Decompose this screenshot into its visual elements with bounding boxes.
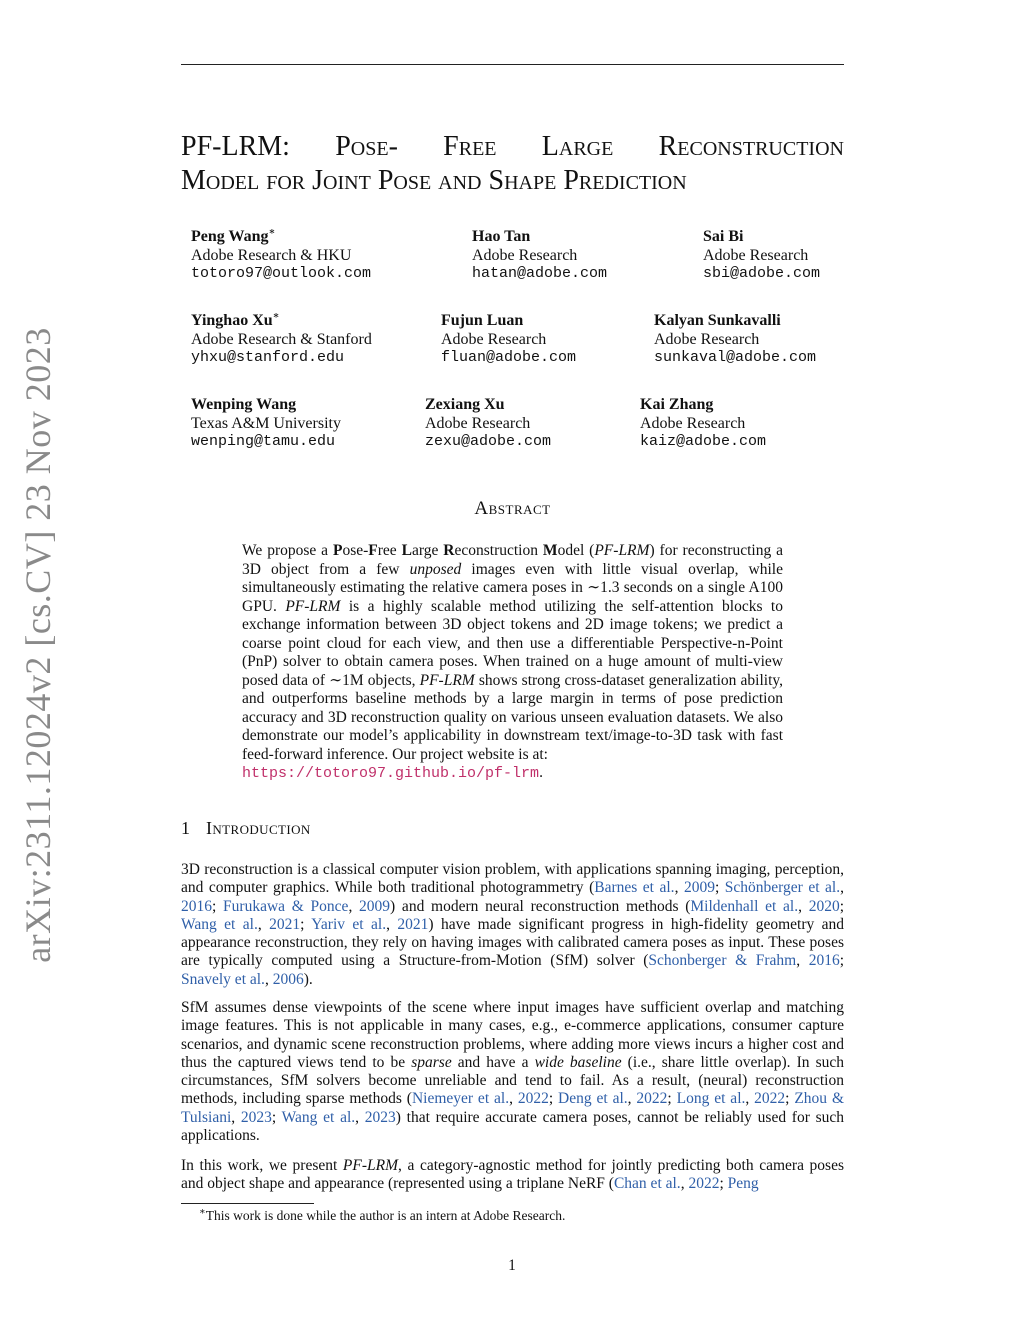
author-affiliation: Adobe Research xyxy=(472,246,578,264)
citation-link[interactable]: 2016 xyxy=(808,952,840,970)
title-word: Prediction xyxy=(563,165,687,196)
project-link[interactable]: https://totoro97.github.io/pf-lrm xyxy=(242,765,540,782)
author-block xyxy=(425,396,551,452)
citation-link[interactable]: 2021 xyxy=(397,915,429,933)
header-rule xyxy=(181,64,844,65)
author-affiliation: Adobe Research xyxy=(425,414,531,432)
author-name: Zexiang Xu xyxy=(425,396,505,413)
citation-link[interactable]: 2021 xyxy=(269,915,301,933)
author-email[interactable]: zexu@adobe.com xyxy=(425,433,552,450)
author-name: Yinghao Xu∗ xyxy=(191,310,280,329)
citation-link[interactable]: 2022 xyxy=(636,1090,668,1108)
author-name: Fujun Luan xyxy=(441,312,524,329)
citation-link[interactable]: 2016 xyxy=(181,897,212,915)
author-affiliation: Texas A&M University xyxy=(191,414,341,432)
citation-link[interactable]: Schönberger et al. xyxy=(724,879,841,897)
title-line-1 xyxy=(181,130,844,164)
citation-link[interactable]: 2009 xyxy=(683,879,715,897)
citation-link[interactable]: Wang et al. xyxy=(281,1108,356,1126)
author-affiliation: Adobe Research xyxy=(654,330,760,348)
section-heading xyxy=(181,818,311,839)
author-block xyxy=(654,312,816,368)
title-word: Free xyxy=(443,131,497,162)
citation-link[interactable]: Yariv et al. xyxy=(311,915,387,933)
citation-link[interactable]: Niemeyer et al. xyxy=(411,1090,510,1108)
section-number: 1 xyxy=(181,818,190,838)
citation-link[interactable]: 2009 xyxy=(359,897,391,915)
citation-link[interactable]: 2022 xyxy=(688,1175,720,1193)
intro-paragraph-1: 3D reconstruction is a classical computer vision problem, with applications spanning imaging, perception, and computer graphics. While both traditional photogrammetry (Barnes et al., 2009; Schönberger et al., 2016; Furukawa & Ponce, 2009) and modern neural reconstruction methods (Mildenhall et al., 2020; Wang et al., 2021; Yariv et al., 2021) have made significant progress in high-fidelity geometry and appearance reconstruction, they rely on having images with calibrated camera poses as input. These poses are typically computed using a Structure-from-Motion (SfM) solver (Schonberger & Frahm, 2016; Snavely et al., 2006). xyxy=(181,861,845,988)
citation-link[interactable]: Mildenhall et al. xyxy=(690,897,799,915)
author-block xyxy=(640,396,766,452)
citation-link[interactable]: Furukawa & Ponce xyxy=(223,897,349,915)
page-number: 1 xyxy=(508,1257,516,1274)
author-email[interactable]: kaiz@adobe.com xyxy=(640,433,767,450)
author-block xyxy=(703,228,820,284)
author-affiliation: Adobe Research xyxy=(441,330,547,348)
title-word: Shape xyxy=(488,165,564,196)
section-title: Introduction xyxy=(206,818,311,838)
citation-link[interactable]: Chan et al. xyxy=(613,1175,681,1193)
citation-link[interactable]: Schonberger & Frahm xyxy=(648,952,797,970)
citation-link[interactable]: 2022 xyxy=(517,1090,549,1108)
citation-link[interactable]: Barnes et al. xyxy=(594,879,675,897)
title-line-2 xyxy=(181,164,844,198)
title-word: Joint xyxy=(312,165,378,196)
author-affiliation: Adobe Research xyxy=(703,246,809,264)
author-name: Sai Bi xyxy=(703,228,744,245)
author-name: Kalyan Sunkavalli xyxy=(654,312,781,329)
citation-link[interactable]: Wang et al. xyxy=(181,915,258,933)
author-email[interactable]: yhxu@stanford.edu xyxy=(191,349,345,366)
arxiv-stamp xyxy=(8,327,68,963)
title-word: Reconstruction xyxy=(658,131,844,162)
author-email[interactable]: wenping@tamu.edu xyxy=(191,433,336,450)
title-word: PF-LRM: xyxy=(181,131,290,162)
citation-link[interactable]: 2022 xyxy=(754,1090,786,1108)
paper-title xyxy=(181,130,844,198)
footnote-rule xyxy=(181,1203,314,1204)
author-block xyxy=(191,312,372,368)
author-name: Wenping Wang xyxy=(191,396,297,413)
title-word: Pose- xyxy=(335,131,398,162)
citation-link[interactable]: Snavely et al. xyxy=(181,970,265,988)
author-block xyxy=(191,396,341,452)
author-affiliation: Adobe Research & HKU xyxy=(191,246,352,264)
author-email[interactable]: totoro97@outlook.com xyxy=(191,265,372,282)
abstract-heading: Abstract xyxy=(474,498,551,519)
footnote: ∗This work is done while the author is an intern at Adobe Research. xyxy=(199,1206,566,1223)
author-block xyxy=(472,228,607,284)
citation-link[interactable]: Zhou & Tulsiani xyxy=(181,1090,845,1126)
abstract-body: We propose a Pose-Free Large Reconstruction Model (PF-LRM) for reconstructing a 3D object from a few unposed images even with little visual overlap, while simultaneously estimating the relative camera poses in ∼1.3 seconds on a single A100 GPU. PF-LRM is a highly scalable method utilizing the self-attention blocks to exchange information between 3D object tokens and 2D image tokens; we predict a coarse point cloud for each view, and then use a differentiable Perspective-n-Point (PnP) solver to obtain camera poses. When trained on a huge amount of multi-view posed data of ∼1M objects, PF-LRM shows strong cross-dataset generalization ability, and outperforms baseline methods by a large margin in terms of pose prediction accuracy and 3D reconstruction quality on various unseen evaluation datasets. We also demonstrate our model’s applicability in downstream text/image-to-3D task with fast feed-forward inference. Our project website is at: https://totoro97.github.io/pf-lrm. xyxy=(242,542,783,782)
citation-link[interactable]: Peng xyxy=(727,1175,759,1193)
intro-paragraph-3: In this work, we present PF-LRM, a category-agnostic method for jointly predicting both camera poses and object shape and appearance (represented using a triplane NeRF (Chan et al., 2022; Peng xyxy=(181,1157,845,1193)
author-email[interactable]: fluan@adobe.com xyxy=(441,349,577,366)
citation-link[interactable]: 2020 xyxy=(808,897,840,915)
author-block xyxy=(191,228,371,284)
citation-link[interactable]: Deng et al. xyxy=(558,1090,628,1108)
title-word: Pose and xyxy=(377,165,489,196)
author-name: Hao Tan xyxy=(472,228,531,245)
citation-link[interactable]: 2006 xyxy=(272,970,304,988)
author-email[interactable]: hatan@adobe.com xyxy=(472,265,608,282)
author-affiliation: Adobe Research xyxy=(640,414,746,432)
intro-paragraph-2: SfM assumes dense viewpoints of the scene where input images have sufficient overlap and matching image features. This is not applicable in many cases, e.g., e-commerce applications, consumer capture scenarios, and dynamic scene reconstruction problems, where adding more views incurs a higher cost and thus the captured views tend to be sparse and have a wide baseline (i.e., share little overlap). In such circumstances, SfM solvers become unreliable and tend to fail. As a result, (neural) reconstruction methods, including sparse methods (Niemeyer et al., 2022; Deng et al., 2022; Long et al., 2022; Zhou & Tulsiani, 2023; Wang et al., 2023) that require accurate camera poses, cannot be reliably used for such applications. xyxy=(181,999,845,1145)
title-word: Model for xyxy=(181,165,313,196)
author-name: Kai Zhang xyxy=(640,396,714,413)
citation-link[interactable]: 2023 xyxy=(240,1108,272,1126)
arxiv-id: arXiv:2311.12024v2 [cs.CV] 23 Nov 2023 xyxy=(18,327,59,963)
author-block xyxy=(441,312,576,368)
author-affiliation: Adobe Research & Stanford xyxy=(191,330,372,348)
author-email[interactable]: sunkaval@adobe.com xyxy=(654,349,817,366)
author-name: Peng Wang∗ xyxy=(191,226,276,245)
citation-link[interactable]: Long et al. xyxy=(676,1090,746,1108)
citation-link[interactable]: 2023 xyxy=(364,1108,396,1126)
author-email[interactable]: sbi@adobe.com xyxy=(703,265,821,282)
title-word: Large xyxy=(541,131,614,162)
